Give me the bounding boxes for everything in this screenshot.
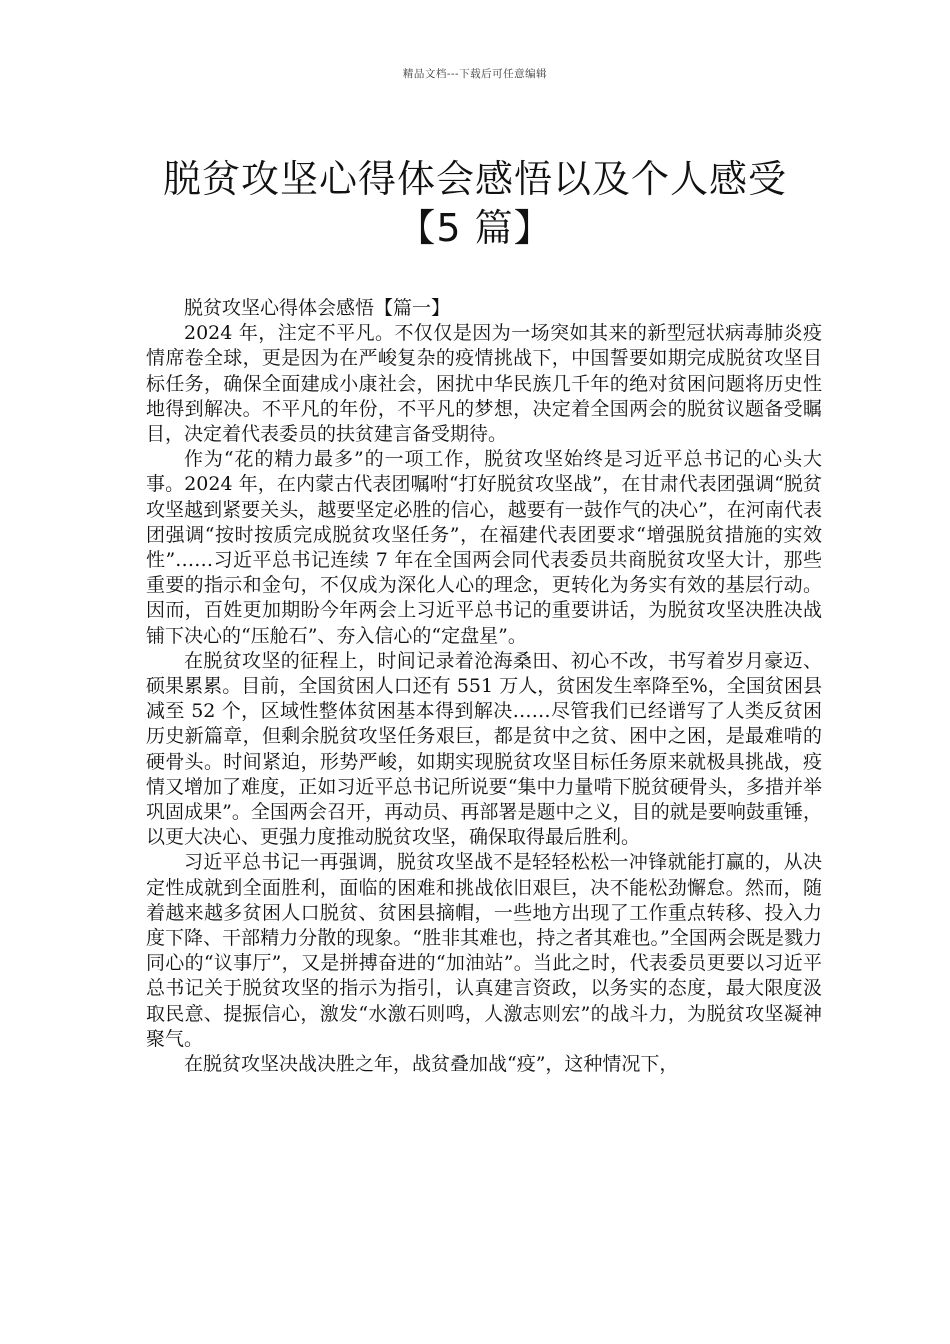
paragraph-1: 2024 年，注定不平凡。不仅仅是因为一场突如其来的新型冠状病毒肺炎疫情席卷全球，更是因为在严峻复杂的疫情挑战下，中国誓要如期完成脱贫攻坚目标任务，确保全面建成小康社会，困扰中华民族几千年的绝对贫困问题将历史性地得到解决。不平凡的年份，不平凡的梦想，决定着全国两会的脱贫议题备受瞩目，决定着代表委员的扶贫建言备受期待。	[146, 322, 822, 446]
paragraph-3: 在脱贫攻坚的征程上，时间记录着沧海桑田、初心不改，书写着岁月豪迈、硕果累累。目前，全国贫困人口还有 551 万人，贫困发生率降至%，全国贫困县减至 52 个，区域性整体贫困基本得到解决……尽管我们已经谱写了人类反贫困历史新篇章，但剩余脱贫攻坚任务艰巨，都是贫中之贫、困中之困，是最难啃的硬骨头。时间紧迫，形势严峻，如期实现脱贫攻坚目标任务原来就极具挑战，疫情又增加了难度，正如习近平总书记所说要“集中力量啃下脱贫硬骨头，多措并举巩固成果”。全国两会召开，再动员、再部署是题中之义，目的就是要响鼓重锤，以更大决心、更强力度推动脱贫攻坚，确保取得最后胜利。	[146, 649, 822, 849]
title-line-1: 脱贫攻坚心得体会感悟以及个人感受	[162, 157, 787, 202]
paragraph-4: 习近平总书记一再强调，脱贫攻坚战不是轻轻松松一冲锋就能打赢的，从决定性成就到全面胜利，面临的困难和挑战依旧艰巨，决不能松劲懈怠。然而，随着越来越多贫困人口脱贫、贫困县摘帽，一些地方出现了工作重点转移、投入力度下降、干部精力分散的现象。“胜非其难也，持之者其难也。”全国两会既是戮力同心的“议事厅”，又是拼搏奋进的“加油站”。当此之时，代表委员更要以习近平总书记关于脱贫攻坚的指示为指引，认真建言资政，以务实的态度，最大限度汲取民意、提振信心，激发“水激石则鸣，人激志则宏”的战斗力，为脱贫攻坚凝神聚气。	[146, 851, 822, 1050]
title-line-2: 【5 篇】	[397, 206, 553, 251]
paragraph-5: 在脱贫攻坚决战决胜之年，战贫叠加战“疫”，这种情况下，	[184, 1053, 679, 1076]
header-note: 精品文档---下载后可任意编辑	[402, 68, 548, 80]
document-body	[146, 296, 822, 1077]
section-heading: 脱贫攻坚心得体会感悟【篇一】	[184, 297, 451, 319]
paragraph-2: 作为“花的精力最多”的一项工作，脱贫攻坚始终是习近平总书记的心头大事。2024 年，在内蒙古代表团嘱咐“打好脱贫攻坚战”，在甘肃代表团强调“脱贫攻坚越到紧要关头，越要坚定必胜的信心，越要有一鼓作气的决心”，在河南代表团强调“按时按质完成脱贫攻坚任务”，在福建代表团要求“增强脱贫措施的实效性”……习近平总书记连续 7 年在全国两会同代表委员共商脱贫攻坚大计，那些重要的指示和金句，不仅成为深化人心的理念，更转化为务实有效的基层行动。因而，百姓更加期盼今年两会上习近平总书记的重要讲话，为脱贫攻坚决胜决战铺下决心的“压舱石”、夯入信心的“定盘星”。	[146, 448, 822, 647]
document-title	[0, 155, 950, 253]
